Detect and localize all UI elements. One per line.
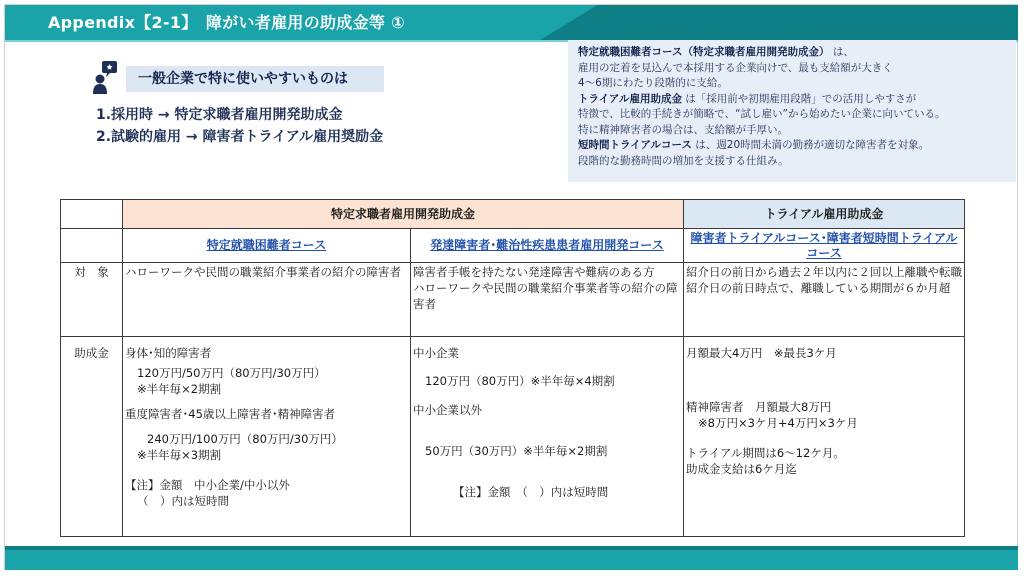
cell-text: 紹介日の前日時点で、離職している期間が６か月超 bbox=[686, 281, 951, 295]
subsidy-cell bbox=[684, 337, 965, 537]
subsidy-table bbox=[60, 199, 965, 537]
page-title: Appendix【2-1】 障がい者雇用の助成金等 ① bbox=[48, 13, 405, 32]
cell-text: ハローワークや民間の職業紹介事業者等の紹介の障害者 bbox=[413, 281, 678, 311]
course-cell bbox=[684, 229, 965, 263]
target-cell bbox=[684, 263, 965, 337]
target-cell bbox=[123, 263, 411, 337]
cell-text: 助成金支給は6ケ月迄 bbox=[686, 462, 797, 476]
summary-line: 特徴で、比較的手続きが簡略で、“試し雇い”から始めたい企業に向いている。 bbox=[578, 108, 946, 120]
cell-text: 【注】金額 （ ）内は短時間 bbox=[453, 485, 609, 499]
summary-line: 特に精神障害者の場合は、支給額が手厚い。 bbox=[578, 123, 788, 136]
cell-text: （ ）内は短時間 bbox=[137, 494, 229, 508]
cell-text: 月額最大4万円 ※最長3ケ月 bbox=[686, 346, 837, 360]
table-group-header-row bbox=[61, 200, 965, 229]
table-row bbox=[61, 263, 965, 337]
cell-text: ※8万円×3ケ月+4万円×3ケ月 bbox=[698, 416, 858, 430]
target-cell bbox=[411, 263, 684, 337]
table-row bbox=[61, 337, 965, 537]
speaker-presenter-icon bbox=[93, 60, 119, 94]
cell-text: 120万円（80万円）※半年毎×4期割 bbox=[425, 374, 615, 388]
cell-text: 中小企業 bbox=[413, 346, 459, 360]
subsidy-cell bbox=[411, 337, 684, 537]
cell-text: ※半年毎×2期割 bbox=[137, 382, 222, 396]
cell-text: 身体･知的障害者 bbox=[125, 346, 212, 360]
summary-line: 特定就職困難者コース（特定求職者雇用開発助成金） は、 bbox=[578, 46, 854, 58]
cell-text: ハローワークや民間の職業紹介事業者の紹介の障害者 bbox=[125, 265, 401, 279]
group-header-trial: トライアル雇用助成金 bbox=[684, 200, 965, 229]
recommendation-item: 1.採用時 → 特定求職者雇用開発助成金 bbox=[96, 107, 343, 123]
cell-text: 【注】金額 中小企業/中小以外 bbox=[125, 478, 290, 492]
header-accent bbox=[540, 5, 1018, 40]
table-corner-cell bbox=[61, 200, 123, 229]
recommendation-list bbox=[96, 104, 383, 148]
footer-bar bbox=[5, 550, 1018, 570]
cell-text: 重度障害者･45歳以上障害者･精神障害者 bbox=[125, 407, 336, 421]
subsidy-cell bbox=[123, 337, 411, 537]
recommendation-item: 2.試験的雇用 → 障害者トライアル雇用奨励金 bbox=[96, 129, 384, 145]
summary-line: トライアル雇用助成金 は「採用前や初期雇用段階」での活用しやすさが bbox=[578, 92, 917, 105]
table-course-row bbox=[61, 229, 965, 263]
course-cell bbox=[411, 229, 684, 263]
course-cell bbox=[123, 229, 411, 263]
summary-box bbox=[568, 40, 1016, 182]
summary-line: 短時間トライアルコース は、週20時間未満の勤務が適切な障害者を対象。 bbox=[578, 139, 930, 151]
summary-line: 4～6期にわたり段階的に支給。 bbox=[578, 77, 728, 89]
course-link-developmental[interactable]: 発達障害者･難治性疾患患者雇用開発コース bbox=[430, 238, 664, 252]
course-link-trial[interactable]: 障害者トライアルコース･障害者短時間トライアルコース bbox=[690, 230, 958, 260]
course-link-specific[interactable]: 特定就職困難者コース bbox=[206, 238, 327, 252]
cell-text: 精神障害者 月額最大8万円 bbox=[686, 400, 832, 414]
pitch-banner: 一般企業で特に使いやすいものは bbox=[126, 66, 384, 92]
cell-text: トライアル期間は6～12ケ月。 bbox=[686, 446, 845, 460]
cell-text: 紹介日の前日から過去２年以内に２回以上離職や転職 bbox=[686, 265, 963, 279]
row-label-subsidy: 助成金 bbox=[61, 337, 123, 537]
cell-text: 中小企業以外 bbox=[413, 403, 482, 417]
table-course-label-cell bbox=[61, 229, 123, 263]
row-label-target: 対 象 bbox=[61, 263, 123, 337]
cell-text: 50万円（30万円）※半年毎×2期割 bbox=[425, 444, 608, 458]
cell-text: 120万円/50万円（80万円/30万円） bbox=[137, 366, 326, 380]
summary-line: 雇用の定着を見込んで本採用する企業向けで、最も支給額が大きく bbox=[578, 61, 893, 74]
summary-line: 段階的な勤務時間の増加を支援する仕組み。 bbox=[578, 154, 789, 167]
group-header-main: 特定求職者雇用開発助成金 bbox=[123, 200, 684, 229]
cell-text: ※半年毎×3期割 bbox=[137, 448, 222, 462]
cell-text: 240万円/100万円（80万円/30万円） bbox=[147, 432, 343, 446]
cell-text: 障害者手帳を持たない発達障害や難病のある方 bbox=[413, 265, 655, 279]
